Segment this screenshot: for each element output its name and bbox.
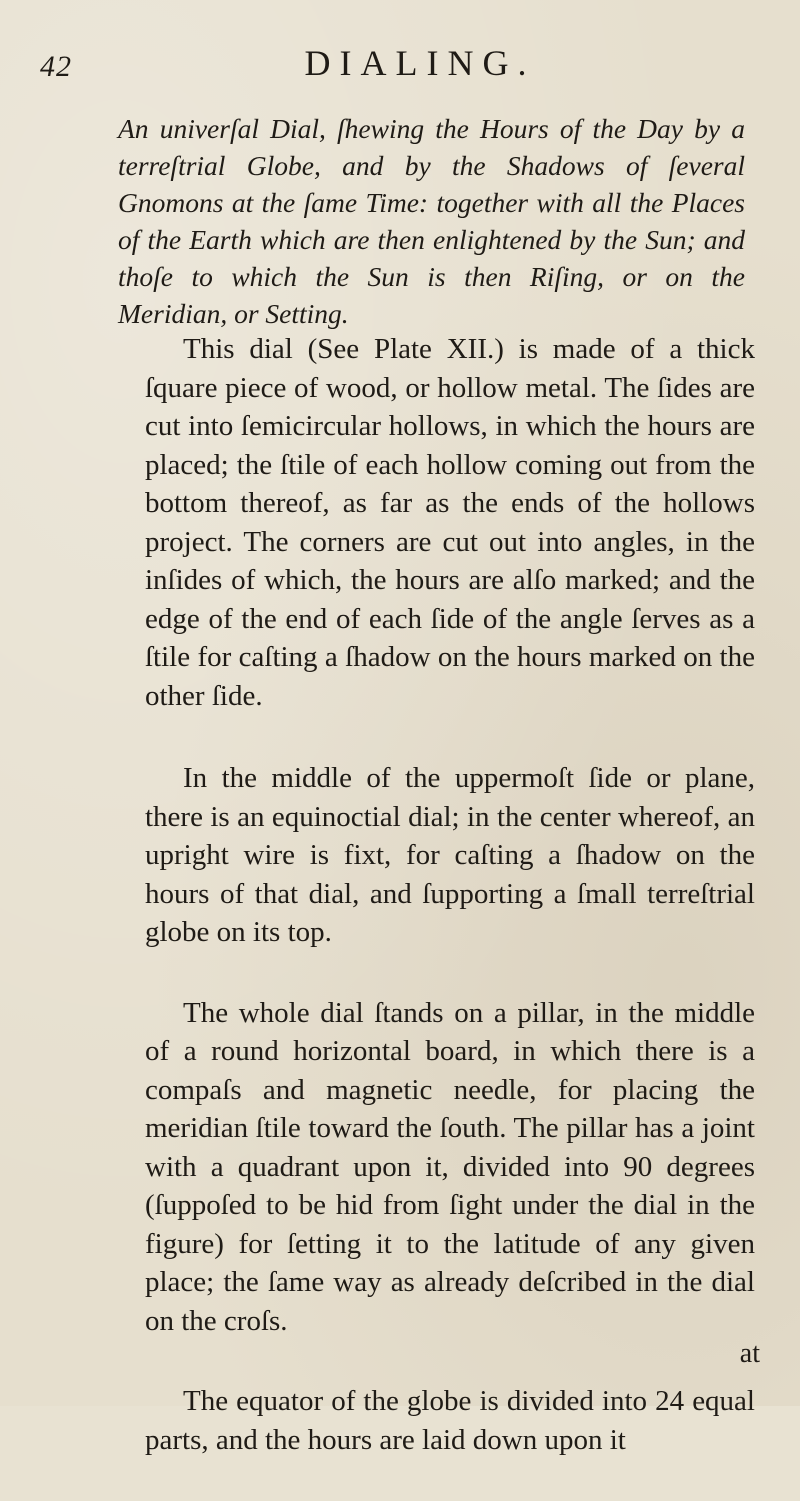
paragraph: The equator of the globe is divided into 24 equal parts, and the hours are laid down upon it — [145, 1385, 755, 1456]
catchword: at — [739, 1338, 760, 1369]
section-heading — [118, 110, 745, 332]
section-heading-text: An univerſal Dial, ſhewing the Hours of the Day by a terreſtrial Globe, and by the Shadows of ſeveral Gnomons at the ſame Time: together with all the Places of the Earth which are then enlightened by the Sun; and thoſe to which the Sun is then Riſing, or on the Meridian, or Setting. — [118, 113, 745, 329]
paragraph: In the middle of the uppermoſt ſide or plane, there is an equinoctial dial; in the center whereof, an upright wire is fixt, for caſting a ſhadow on the hours of that dial, and ſupporting a ſmall terreſtrial globe on its top. — [145, 762, 755, 948]
paragraph: This dial (See Plate XII.) is made of a thick ſquare piece of wood, or hollow metal. The ſides are cut into ſemicircular hollows, in which the hours are placed; the ſtile of each hollow coming out from the bottom thereof, as far as the ends of the hollows project. The corners are cut out into angles, in the inſides of which, the hours are alſo marked; and the edge of the end of each ſide of the angle ſerves as a ſtile for caſting a ſhadow on the hours marked on the other ſide. — [145, 333, 755, 712]
running-head: DIALING. — [304, 43, 536, 83]
page-number: 42 — [40, 50, 72, 83]
body-text — [145, 330, 755, 1501]
paragraph: The whole dial ſtands on a pillar, in the middle of a round horizontal board, in which there is a compaſs and magnetic needle, for placing the meridian ſtile toward the ſouth. The pillar has a joint with a quadrant upon it, divided into 90 degrees (ſuppoſed to be hid from ſight under the dial in the figure) for ſetting it to the latitude of any given place; the ſame way as already deſcribed in the dial on the croſs. — [145, 996, 755, 1337]
